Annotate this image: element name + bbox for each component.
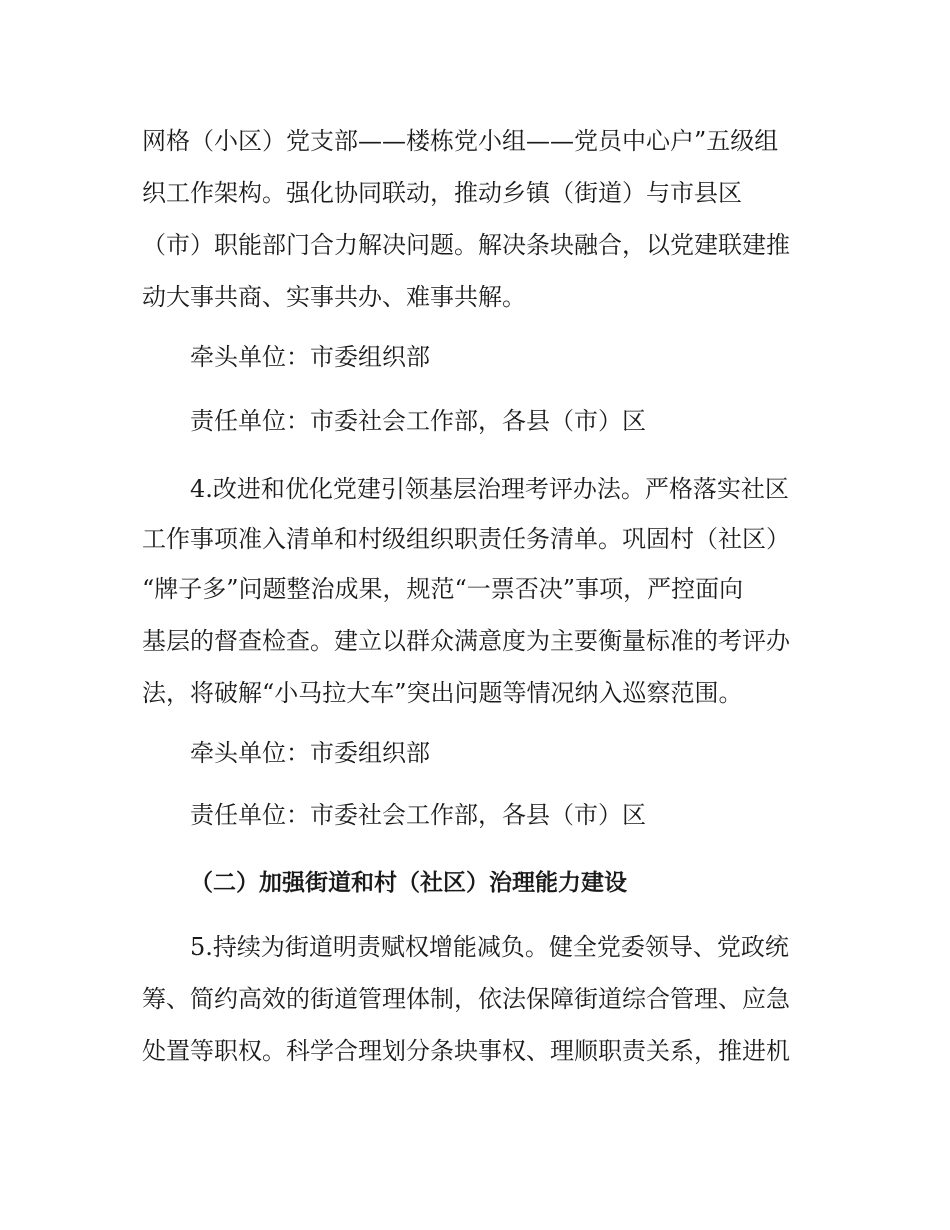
paragraph-line: 工作事项准入清单和村级组织职责任务清单。巩固村（社区） xyxy=(142,525,790,553)
responsible-unit: 责任单位：市委社会工作部，各县（市）区 xyxy=(190,801,646,829)
section-heading: （二）加强街道和村（社区）治理能力建设 xyxy=(190,870,627,896)
paragraph-line: 法，将破解“小马拉大车”突出问题等情况纳入巡察范围。 xyxy=(142,679,743,707)
lead-unit: 牵头单位：市委组织部 xyxy=(190,739,430,767)
paragraph-line: 筹、简约高效的街道管理体制，依法保障街道综合管理、应急 xyxy=(142,985,790,1013)
paragraph-line: 基层的督查检查。建立以群众满意度为主要衡量标准的考评办 xyxy=(142,627,790,655)
paragraph-line: 网格（小区）党支部——楼栋党小组——党员中心户”五级组 xyxy=(142,127,779,155)
paragraph-line: 5.持续为街道明责赋权增能减负。健全党委领导、党政统 xyxy=(190,933,789,961)
paragraph-line: 4.改进和优化党建引领基层治理考评办法。严格落实社区 xyxy=(190,475,789,503)
paragraph-line: “牌子多”问题整治成果，规范“一票否决”事项，严控面向 xyxy=(142,575,744,603)
paragraph-line: 织工作架构。强化协同联动，推动乡镇（街道）与市县区 xyxy=(142,179,742,207)
responsible-unit: 责任单位：市委社会工作部，各县（市）区 xyxy=(190,407,646,435)
paragraph-line: 处置等职权。科学合理划分条块事权、理顺职责关系，推进机 xyxy=(142,1037,790,1065)
lead-unit: 牵头单位：市委组织部 xyxy=(190,343,430,371)
paragraph-line: （市）职能部门合力解决问题。解决条块融合，以党建联建推 xyxy=(142,231,790,259)
paragraph-line: 动大事共商、实事共办、难事共解。 xyxy=(142,283,526,311)
